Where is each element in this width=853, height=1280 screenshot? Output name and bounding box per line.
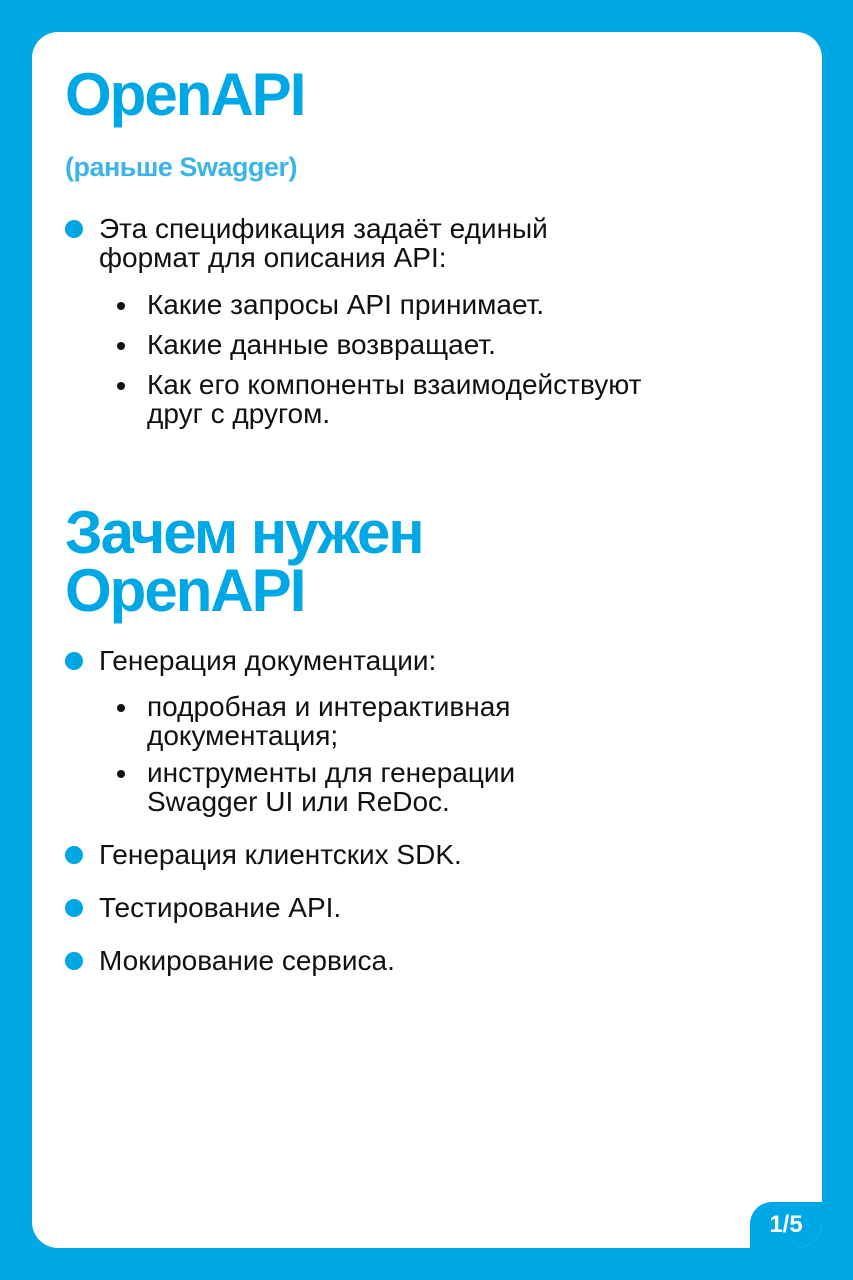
spec-description-block xyxy=(65,214,785,428)
spec-sub-item-1 xyxy=(65,290,785,319)
blue-bullet-dot xyxy=(65,652,83,670)
list-item-docs xyxy=(65,646,785,675)
black-bullet-dot xyxy=(117,704,125,712)
sub-item-text: Какие данные возвращает. xyxy=(147,329,496,360)
title-line-1: Зачем нужен xyxy=(65,499,423,566)
section-title-openapi: OpenAPI xyxy=(65,61,305,128)
section-title-why-openapi xyxy=(65,499,585,624)
sub-item-text-line-1: подробная и интерактивная xyxy=(147,691,511,722)
list-item-text: Тестирование API. xyxy=(99,892,342,923)
list-item-testing xyxy=(65,893,785,922)
blue-bullet-dot xyxy=(65,220,83,238)
black-bullet-dot xyxy=(117,382,125,390)
sub-item-text-line-1: Как его компоненты взаимодействуют xyxy=(147,369,642,400)
sub-item-text-line-2: друг с другом. xyxy=(147,398,331,429)
list-item-sdk xyxy=(65,840,785,869)
black-bullet-dot xyxy=(117,302,125,310)
spec-bullet xyxy=(65,214,785,272)
list-item-text: Генерация документации: xyxy=(99,645,437,676)
docs-sub-item-2 xyxy=(65,758,785,816)
list-item-mocking xyxy=(65,946,785,975)
sub-item-text-line-2: документация; xyxy=(147,720,339,751)
sub-item-text-line-2: Swagger UI или ReDoc. xyxy=(147,786,450,817)
docs-sub-item-1 xyxy=(65,692,785,750)
list-item-text: Мокирование сервиса. xyxy=(99,945,395,976)
sub-item-text: Какие запросы API принимает. xyxy=(147,289,545,320)
black-bullet-dot xyxy=(117,342,125,350)
blue-bullet-dot xyxy=(65,952,83,970)
spec-bullet-line-1: Эта спецификация задаёт единый xyxy=(99,213,548,244)
blue-bullet-dot xyxy=(65,846,83,864)
content-card xyxy=(32,32,822,1248)
title-line-2: OpenAPI xyxy=(65,557,305,624)
spec-sub-item-3 xyxy=(65,370,785,428)
why-openapi-list xyxy=(65,646,785,975)
black-bullet-dot xyxy=(117,770,125,778)
sub-item-text-line-1: инструменты для генерации xyxy=(147,757,516,788)
spec-bullet-line-2: формат для описания API: xyxy=(99,242,447,273)
list-item-text: Генерация клиентских SDK. xyxy=(99,839,462,870)
section-subtitle: (раньше Swagger) xyxy=(65,152,297,182)
page-indicator: 1/5 xyxy=(750,1202,822,1248)
spec-sub-item-2 xyxy=(65,330,785,359)
blue-bullet-dot xyxy=(65,899,83,917)
